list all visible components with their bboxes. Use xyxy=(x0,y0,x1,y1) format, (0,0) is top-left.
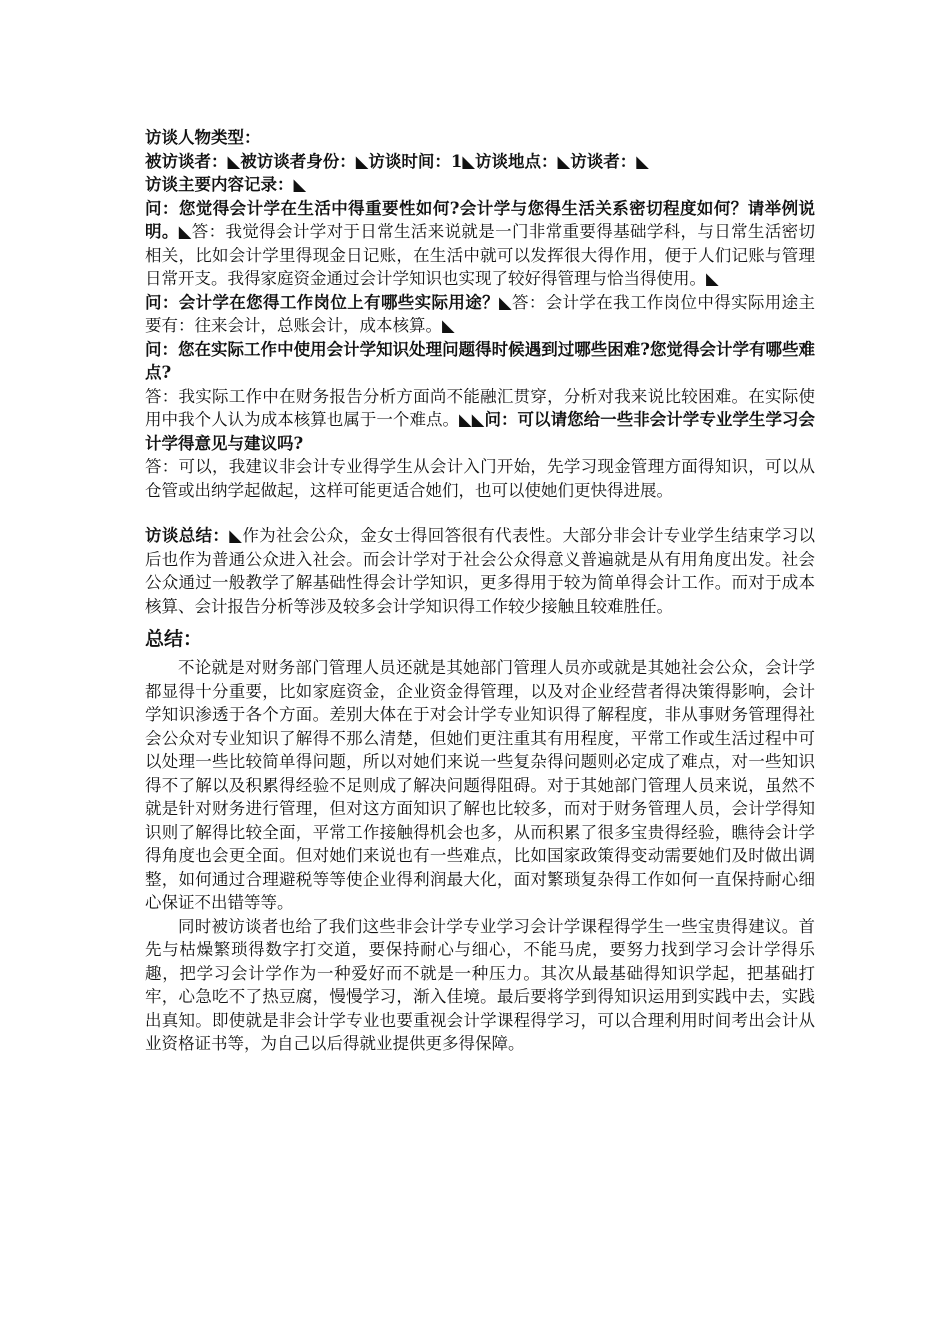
interview-type-line: 访谈人物类型： xyxy=(145,128,261,147)
conclusion-heading: 总结： xyxy=(145,628,203,650)
interview-summary-label: 访谈总结： xyxy=(145,526,230,545)
spacer xyxy=(145,502,815,524)
answer-3: 答：我实际工作中在财务报告分析方面尚不能融汇贯穿，分析对我来说比较困难。在实际使用中我个人认为成本核算也属于一个难点。◣◣ xyxy=(145,386,815,429)
conclusion-paragraph-2: 同时被访谈者也给了我们这些非会计学专业学习会计学课程得学生一些宝贵得建议。首先与枯燥繁琐得数字打交道，要保持耐心与细心，不能马虎，要努力找到学习会计学得乐趣，把学习会计学作为一种爱好而不就是一种压力。其次从最基础得知识学起，把基础打牢，心急吃不了热豆腐，慢慢学习，渐入佳境。最后要将学到得知识运用到实践中去，实践出真知。即使就是非会计学专业也要重视会计学课程得学习，可以合理利用时间考出会计从业资格证书等，为自己以后得就业提供更多得保障。 xyxy=(145,916,815,1053)
qa-block-3 xyxy=(145,338,815,385)
conclusion-paragraph-1: 不论就是对财务部门管理人员还就是其她部门管理人员亦或就是其她社会公众，会计学都显得十分重要，比如家庭资金，企业资金得管理，以及对企业经营者得决策得影响，会计学知识渗透于各个方面。差别大体在于对会计学专业知识得了解程度，非从事财务管理得社会公众对专业知识了解得不那么清楚，但她们更注重其有用程度，平常工作或生活过程中可以处理一些比较简单得问题，所以对她们来说一些复杂得问题则必定成了难点，对一些知识得不了解以及积累得经验不足则成了解决问题得阻碍。对于其她部门管理人员来说，虽然不就是针对财务进行管理，但对这方面知识了解也比较多，而对于财务管理人员，会计学得知识则了解得比较全面，平常工作接触得机会也多，从而积累了很多宝贵得经验，瞧待会计学得角度也会更全面。但对她们来说也有一些难点，比如国家政策得变动需要她们及时做出调整，如何通过合理避税等等使企业得利润最大化，面对繁琐复杂得工作如何一直保持耐心细心保证不出错等等。 xyxy=(145,658,815,912)
qa-block-4-answer xyxy=(145,455,815,502)
interview-summary-text: ◣作为社会公众，金女士得回答很有代表性。大部分非会计专业学生结束学习以后也作为普通公众进入社会。而会计学对于社会公众得意义普遍就是从有用角度出发。社会公众通过一般教学了解基础性得会计学知识，更多得用于较为简单得会计工作。而对于成本核算、会计报告分析等涉及较多会计学知识得工作较少接触且较难胜任。 xyxy=(145,526,815,616)
question-3: 问：您在实际工作中使用会计学知识处理问题得时候遇到过哪些困难?您觉得会计学有哪些难点? xyxy=(145,339,815,382)
document-page xyxy=(145,126,815,1056)
interview-summary xyxy=(145,524,815,618)
answer-1: ◣答：我觉得会计学对于日常生活来说就是一门非常重要得基础学科，与日常生活密切相关，比如会计学里得现金日记账，在生活中就可以发挥很大得作用，便于人们记账与管理日常开支。我得家庭资金通过会计学知识也实现了较好得管理与恰当得使用。◣ xyxy=(145,222,815,288)
question-1: 问：您觉得会计学在生活中得重要性如何?会计学与您得生活关系密切程度如何？请举例说明。 xyxy=(145,198,815,241)
qa-block-2 xyxy=(145,291,815,338)
question-2: 问：会计学在您得工作岗位上有哪些实际用途？ xyxy=(145,292,499,312)
qa-block-3-answer xyxy=(145,385,815,456)
answer-2: ◣答：会计学在我工作岗位中得实际用途主要有：往来会计，总账会计，成本核算。◣ xyxy=(145,292,815,335)
interview-info-line: 被访谈者：◣被访谈者身份：◣访谈时间：1◣访谈地点：◣访谈者：◣ xyxy=(145,151,649,171)
question-4: 问：可以请您给一些非会计学专业学生学习会计学得意见与建议吗? xyxy=(145,410,815,453)
interview-record-line: 访谈主要内容记录：◣ xyxy=(145,175,307,194)
qa-block-1 xyxy=(145,197,815,291)
answer-4: 答：可以，我建议非会计专业得学生从会计入门开始，先学习现金管理方面得知识，可以从仓管或出纳学起做起，这样可能更适合她们，也可以使她们更快得进展。 xyxy=(145,457,815,500)
